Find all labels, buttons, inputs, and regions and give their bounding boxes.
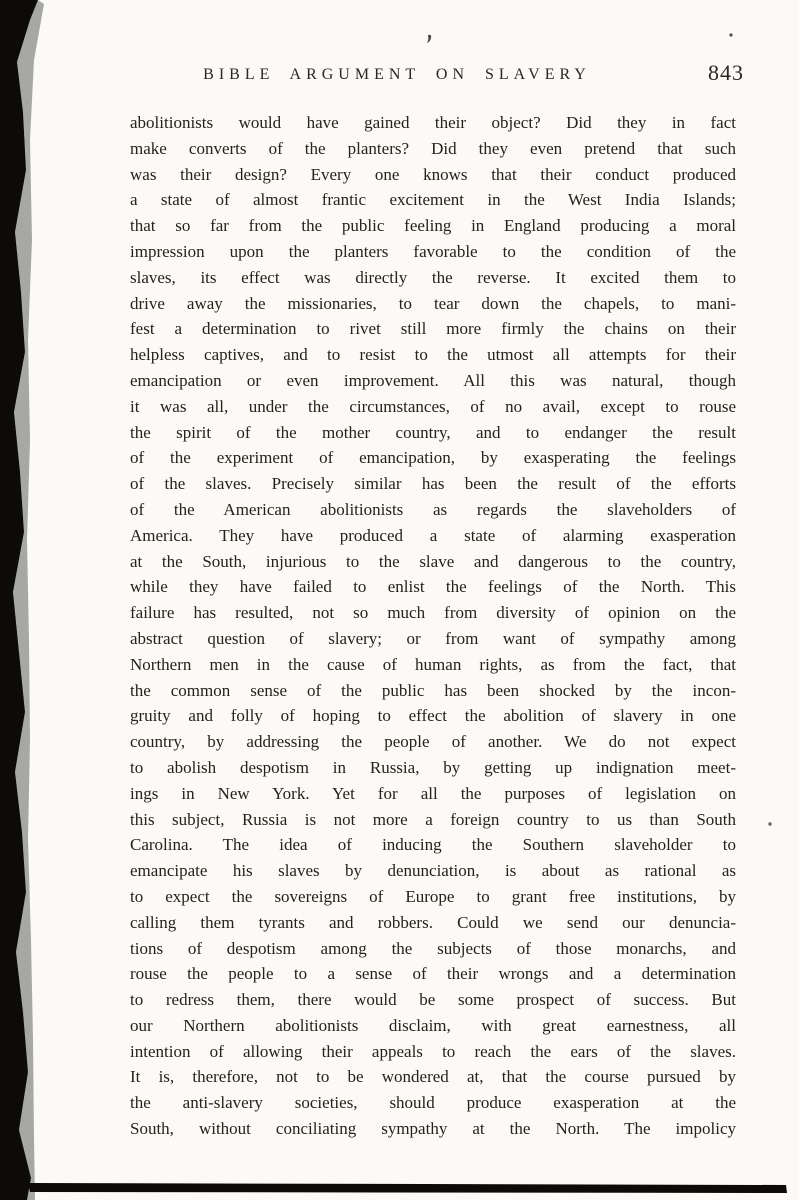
- text-line: It is, therefore, not to be wondered at, that the course pursued by: [130, 1067, 736, 1087]
- text-line: of the experiment of emancipation, by exasperating the feelings: [130, 448, 736, 468]
- text-line: South, without conciliating sympathy at the North. The impolicy: [130, 1119, 736, 1139]
- text-line: country, by addressing the people of another. We do not expect: [130, 732, 736, 752]
- text-line: of the slaves. Precisely similar has been the result of the efforts: [130, 474, 736, 494]
- scan-speck-dot-top: [729, 33, 732, 36]
- text-line: intention of allowing their appeals to reach the ears of the slaves.: [130, 1041, 736, 1061]
- text-line: rouse the people to a sense of their wrongs and a determination: [130, 964, 736, 984]
- text-line: gruity and folly of hoping to effect the abolition of slavery in one: [130, 706, 736, 726]
- text-line: to abolish despotism in Russia, by getting up indignation meet-: [130, 757, 736, 777]
- text-line: abolitionists would have gained their object? Did they in fact: [130, 113, 736, 132]
- text-line: was their design? Every one knows that their conduct produced: [130, 164, 736, 184]
- text-line: failure has resulted, not so much from diversity of opinion on the: [130, 603, 736, 623]
- scan-gutter-fringe: [13, 0, 44, 1200]
- text-line: Northern men in the cause of human rights, as from the fact, that: [130, 654, 736, 674]
- text-line: our Northern abolitionists disclaim, with great earnestness, all: [130, 1015, 736, 1035]
- scan-bottom-bar: [28, 1183, 787, 1193]
- scan-gutter-left: [0, 0, 38, 1200]
- text-line: ings in New York. Yet for all the purposes of legislation on: [130, 783, 736, 803]
- body-text: [130, 110, 736, 1142]
- text-line: of the American abolitionists as regards the slaveholders of: [130, 499, 736, 519]
- text-line: drive away the missionaries, to tear down the chapels, to mani-: [130, 293, 736, 313]
- text-line: the common sense of the public has been shocked by the incon-: [130, 680, 736, 700]
- text-line: emancipate his slaves by denunciation, is about as rational as: [130, 861, 736, 881]
- text-line: to expect the sovereigns of Europe to grant free institutions, by: [130, 886, 736, 906]
- text-line: make converts of the planters? Did they even pretend that such: [130, 138, 736, 158]
- page-header: [130, 58, 744, 100]
- scan-speck-comma: [427, 35, 431, 43]
- text-line: to redress them, there would be some prospect of success. But: [130, 990, 736, 1010]
- text-line: at the South, injurious to the slave and dangerous to the country,: [130, 551, 736, 571]
- text-line: the spirit of the mother country, and to endanger the result: [130, 422, 736, 442]
- text-line: impression upon the planters favorable to the condition of the: [130, 241, 736, 261]
- text-line: tions of despotism among the subjects of those monarchs, and: [130, 938, 736, 958]
- text-line: it was all, under the circumstances, of no avail, except to rouse: [130, 396, 736, 416]
- text-line: that so far from the public feeling in England producing a moral: [130, 216, 736, 236]
- text-line: Carolina. The idea of inducing the Southern slaveholder to: [130, 835, 736, 855]
- text-line: the anti-slavery societies, should produce exasperation at the: [130, 1093, 736, 1113]
- book-page: [130, 58, 744, 1142]
- text-line: calling them tyrants and robbers. Could we send our denuncia-: [130, 912, 736, 932]
- text-line: America. They have produced a state of alarming exasperation: [130, 525, 736, 545]
- text-line: slaves, its effect was directly the reverse. It excited them to: [130, 267, 736, 287]
- text-line: emancipation or even improvement. All this was natural, though: [130, 370, 736, 390]
- text-line: fest a determination to rivet still more firmly the chains on their: [130, 319, 736, 339]
- running-head-title: BIBLE ARGUMENT ON SLAVERY: [203, 66, 591, 83]
- text-line: helpless captives, and to resist to the utmost all attempts for their: [130, 345, 736, 365]
- text-line: this subject, Russia is not more a foreign country to us than South: [130, 809, 736, 829]
- text-line: abstract question of slavery; or from want of sympathy among: [130, 628, 736, 648]
- text-line: a state of almost frantic excitement in the West India Islands;: [130, 190, 736, 210]
- text-line: while they have failed to enlist the feelings of the North. This: [130, 577, 736, 597]
- page-number: 843: [708, 60, 744, 85]
- scan-speck-dot-right: [768, 822, 771, 825]
